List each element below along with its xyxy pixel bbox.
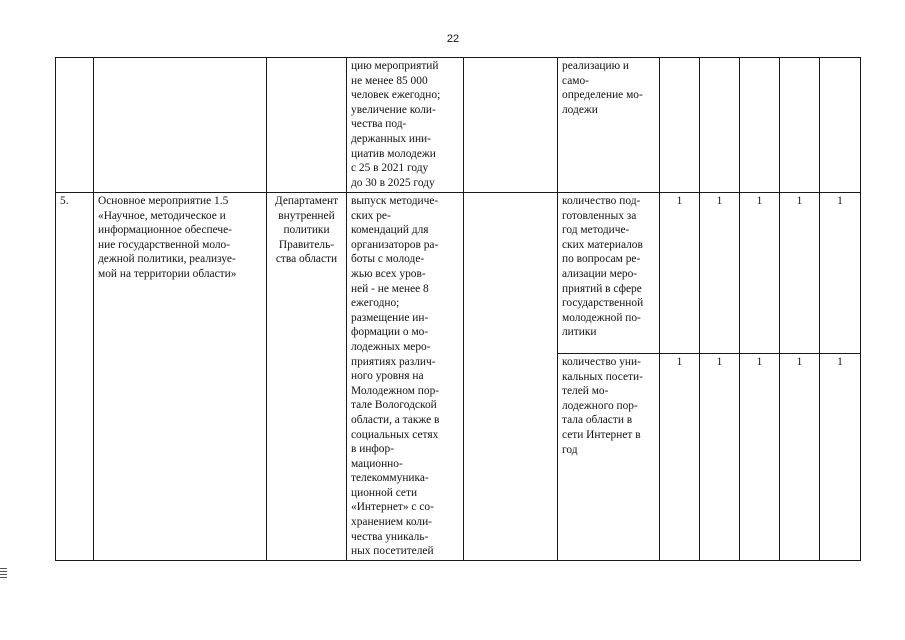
value-cell: 1 [780, 193, 820, 354]
value-cell: 1 [820, 193, 861, 354]
indicator-cell: реализацию и само- определение мо- лодежи [558, 58, 660, 193]
empty-cell [464, 58, 558, 193]
measures-cell: цию мероприятий не менее 85 000 человек ежегодно; увеличение коли- чества под- держанных ини- циатив молодежи с 25 в 2021 году до 30 в 2025 году [347, 58, 464, 193]
value-cell [700, 58, 740, 193]
value-cell: 1 [700, 354, 740, 561]
indicator-cell: количество под- готовленных за год методиче- ских материалов по вопросам ре- ализации меро- приятий в сфере государственной молодежной по- литики [558, 193, 660, 354]
index-cell [56, 58, 94, 193]
scan-margin-marks [0, 568, 7, 580]
page-number: 22 [446, 33, 460, 45]
program-table [55, 57, 861, 561]
value-cell: 1 [780, 354, 820, 561]
event-cell: Основное мероприятие 1.5 «Научное, методическое и информационное обеспече- ние государственной моло- дежной политики, реализуе- мой на территории области» [94, 193, 267, 561]
value-cell: 1 [660, 354, 700, 561]
executor-cell [267, 58, 347, 193]
value-cell: 1 [740, 193, 780, 354]
measures-cell: выпуск методиче- ских ре- комендаций для организаторов ра- боты с молоде- жью всех уров- ней - не менее 8 ежегодно; размещение ин- формации о мо- лодежных меро- приятиях различ- ного уровня на Молодежном пор- тале Вологодской области, а также в социальных сетях в инфор- мационно- телекоммуника- ционной сети «Интернет» с со- хранением коли- чества уникаль- ных посетителей [347, 193, 464, 561]
table-row-item-5 [56, 193, 861, 354]
empty-cell [464, 193, 558, 561]
value-cell [820, 58, 861, 193]
value-cell [660, 58, 700, 193]
value-cell: 1 [660, 193, 700, 354]
value-cell [780, 58, 820, 193]
event-cell [94, 58, 267, 193]
indicator-cell: количество уни- кальных посети- телей мо- лодежного пор- тала области в сети Интернет в год [558, 354, 660, 561]
value-cell [740, 58, 780, 193]
value-cell: 1 [820, 354, 861, 561]
value-cell: 1 [740, 354, 780, 561]
index-cell: 5. [56, 193, 94, 561]
executor-cell: Департамент внутренней политики Правитель- ства области [267, 193, 347, 561]
table-row-continued [56, 58, 861, 193]
value-cell: 1 [700, 193, 740, 354]
